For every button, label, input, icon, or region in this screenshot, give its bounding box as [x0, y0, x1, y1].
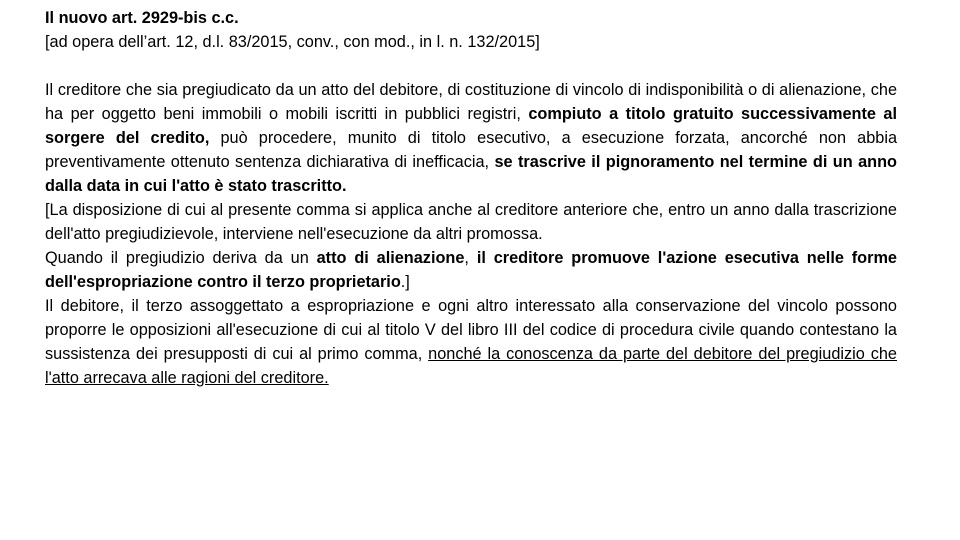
- para1-text-2: può procedere, munito di titolo esecutivo, a esecuzione forzata, ancorché non abbia preventivamente ottenuto sentenza dichiarativa di inefficacia,: [45, 129, 897, 171]
- para3-bold-1: atto di alienazione: [316, 249, 465, 267]
- para3-text-2: ,: [464, 249, 477, 267]
- para4-underlined-1: nonché la conoscenza da parte del debitore del pregiudizio che l'atto arrecava alle ragioni del creditore.: [45, 345, 897, 387]
- para1-text-1: Il creditore che sia pregiudicato da un atto del debitore, di costituzione di vincolo di indisponibilità o di alienazione, che ha per oggetto beni immobili o mobili iscritti in pubblici registri,: [45, 81, 897, 123]
- para1-bold-1: compiuto a titolo gratuito successivamente al sorgere del credito,: [45, 105, 897, 147]
- para1-bold-2: se trascrive il pignoramento nel termine di un anno dalla data in cui l'atto è stato trascritto.: [45, 153, 897, 195]
- para3-bold-2: il creditore promuove l'azione esecutiva nelle forme dell'espropriazione contro il terzo proprietario: [45, 249, 897, 291]
- para4-text-1: Il debitore, il terzo assoggettato a espropriazione e ogni altro interessato alla conservazione del vincolo possono proporre le opposizioni all'esecuzione di cui al titolo V del libro III del codice di procedura civile quando contestano la sussistenza dei presupposti di cui al primo comma,: [45, 297, 897, 363]
- page-title: Il nuovo art. 2929-bis c.c.: [45, 9, 239, 27]
- paragraph-prior-creditor: [45, 198, 897, 246]
- paragraph-alienation: [45, 246, 897, 294]
- para3-text-3: .]: [400, 273, 410, 291]
- paragraph-oppositions: [45, 294, 897, 390]
- slide-content: [45, 6, 897, 390]
- para3-text-1: Quando il pregiudizio deriva da un: [45, 249, 317, 267]
- para2-text-1: [La disposizione di cui al presente comma si applica anche al creditore anteriore che, entro un anno dalla trascrizione dell'atto pregiudizievole, interviene nell'esecuzione da altri promossa.: [45, 201, 897, 243]
- paragraph-main-rule: [45, 78, 897, 198]
- page-subtitle: [ad opera dell’art. 12, d.l. 83/2015, conv., con mod., in l. n. 132/2015]: [45, 33, 540, 51]
